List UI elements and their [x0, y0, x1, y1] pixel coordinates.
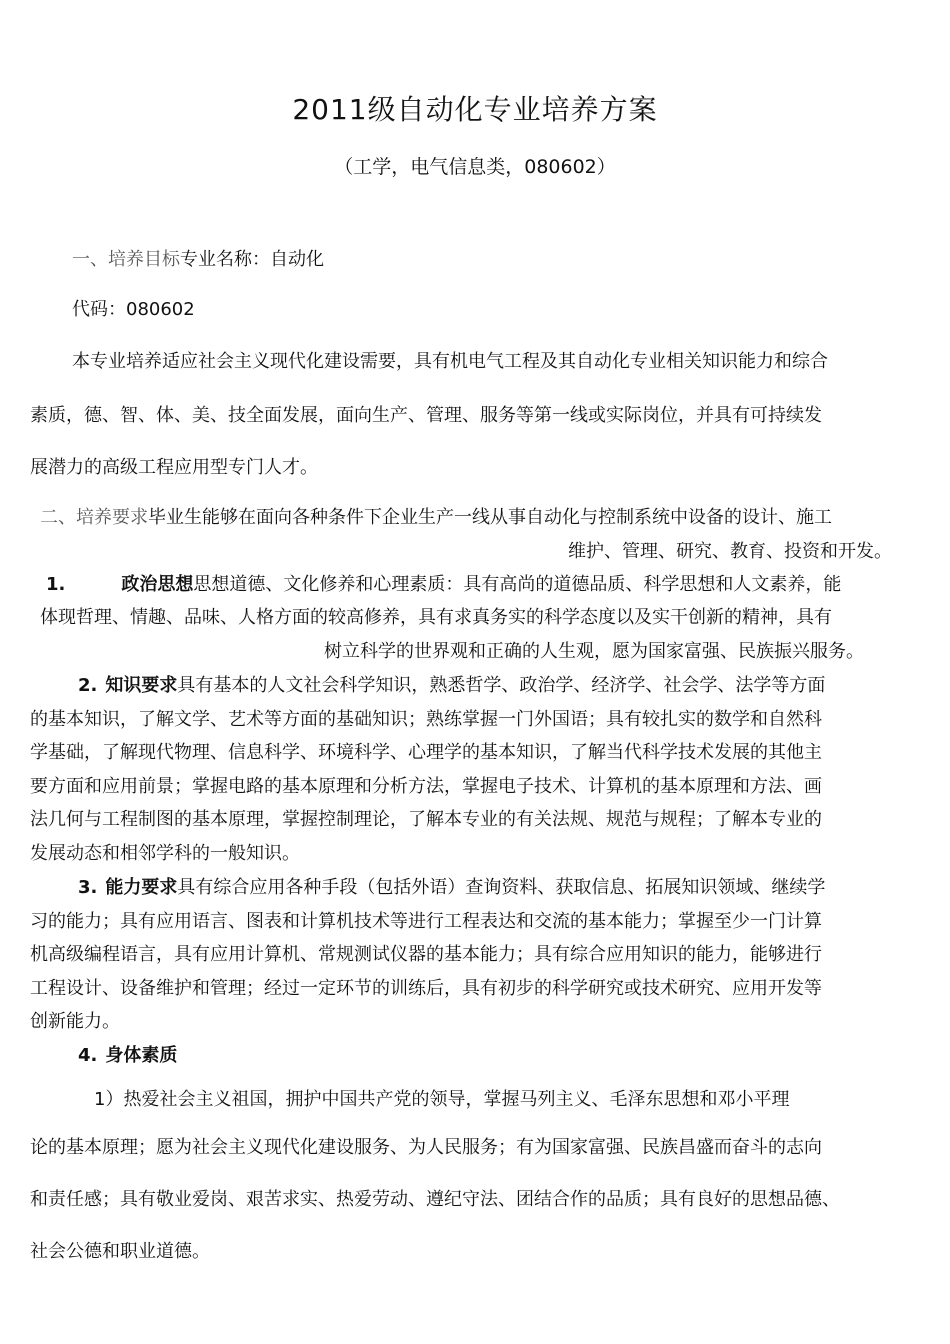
item2-line — [78, 674, 825, 698]
item1-number: 1. — [46, 574, 66, 595]
item1-text-line: 体现哲理、情趣、品味、人格方面的较高修养，具有求真务实的科学态度以及实干创新的精神，具有 — [40, 607, 832, 628]
item3-text-line: 创新能力。 — [30, 1011, 120, 1032]
section1-para-line: 本专业培养适应社会主义现代化建设需要，具有机电气工程及其自动化专业相关知识能力和综合 — [72, 351, 828, 372]
item2-text: 具有基本的人文社会科学知识，熟悉哲学、政治学、经济学、社会学、法学等方面 — [177, 675, 826, 696]
item3-text-line: 机高级编程语言，具有应用计算机、常规测试仪器的基本能力；具有综合应用知识的能力，能够进行 — [30, 944, 822, 965]
item2-title: 知识要求 — [105, 675, 178, 696]
item3-text-line: 工程设计、设备维护和管理；经过一定环节的训练后，具有初步的科学研究或技术研究、应用开发等 — [30, 978, 822, 999]
major-code: 代码：080602 — [72, 299, 195, 320]
item2-number: 2. — [78, 675, 98, 696]
item4-title: 身体素质 — [105, 1045, 178, 1066]
item1-text-line: 树立科学的世界观和正确的人生观，愿为国家富强、民族振兴服务。 — [324, 641, 864, 662]
section2-intro: 毕业生能够在面向各种条件下企业生产一线从事自动化与控制系统中设备的设计、施工 — [148, 507, 832, 528]
section1-heading: 一、培养目标 — [72, 249, 180, 270]
item3-number: 3. — [78, 877, 98, 898]
major-name: 专业名称：自动化 — [180, 249, 324, 270]
item1-text: 思想道德、文化修养和心理素质：具有高尚的道德品质、科学思想和人文素养，能 — [193, 574, 842, 595]
item2-text-line: 学基础，了解现代物理、信息科学、环境科学、心理学的基本知识，了解当代科学技术发展的其他主 — [30, 742, 822, 763]
item2-text-line: 要方面和应用前景；掌握电路的基本原理和分析方法，掌握电子技术、计算机的基本原理和方法、画 — [30, 776, 822, 797]
item1-line — [46, 573, 841, 597]
item3-line — [78, 876, 825, 900]
item4-text-line: 社会公德和职业道德。 — [30, 1241, 210, 1262]
item4-number: 4. — [78, 1045, 98, 1066]
document-subtitle: （工学，电气信息类，080602） — [334, 156, 616, 178]
section1-para-line: 素质，德、智、体、美、技全面发展，面向生产、管理、服务等第一线或实际岗位，并具有可持续发 — [30, 405, 822, 426]
item2-text-line: 法几何与工程制图的基本原理，掌握控制理论，了解本专业的有关法规、规范与规程；了解本专业的 — [30, 809, 822, 830]
item3-title: 能力要求 — [105, 877, 178, 898]
section1-line — [72, 248, 324, 272]
section2-intro-line: 维护、管理、研究、教育、投资和开发。 — [568, 541, 892, 562]
section1-para-line: 展潜力的高级工程应用型专门人才。 — [30, 457, 318, 478]
item4-text-line: 1）热爱社会主义祖国，拥护中国共产党的领导，掌握马列主义、毛泽东思想和邓小平理 — [94, 1089, 790, 1110]
item1-title: 政治思想 — [121, 574, 194, 595]
section2-line — [40, 506, 832, 530]
document-title: 2011级自动化专业培养方案 — [292, 93, 658, 126]
item3-text: 具有综合应用各种手段（包括外语）查询资料、获取信息、拓展知识领域、继续学 — [177, 877, 826, 898]
item4-line — [78, 1044, 177, 1068]
item2-text-line: 发展动态和相邻学科的一般知识。 — [30, 843, 300, 864]
item3-text-line: 习的能力；具有应用语言、图表和计算机技术等进行工程表达和交流的基本能力；掌握至少一门计算 — [30, 911, 822, 932]
item2-text-line: 的基本知识，了解文学、艺术等方面的基础知识；熟练掌握一门外国语；具有较扎实的数学和自然科 — [30, 709, 822, 730]
item4-text-line: 论的基本原理；愿为社会主义现代化建设服务、为人民服务；有为国家富强、民族昌盛而奋斗的志向 — [30, 1137, 822, 1158]
item4-text-line: 和责任感；具有敬业爱岗、艰苦求实、热爱劳动、遵纪守法、团结合作的品质；具有良好的思想品德、 — [30, 1189, 840, 1210]
section2-heading: 二、培养要求 — [40, 507, 148, 528]
